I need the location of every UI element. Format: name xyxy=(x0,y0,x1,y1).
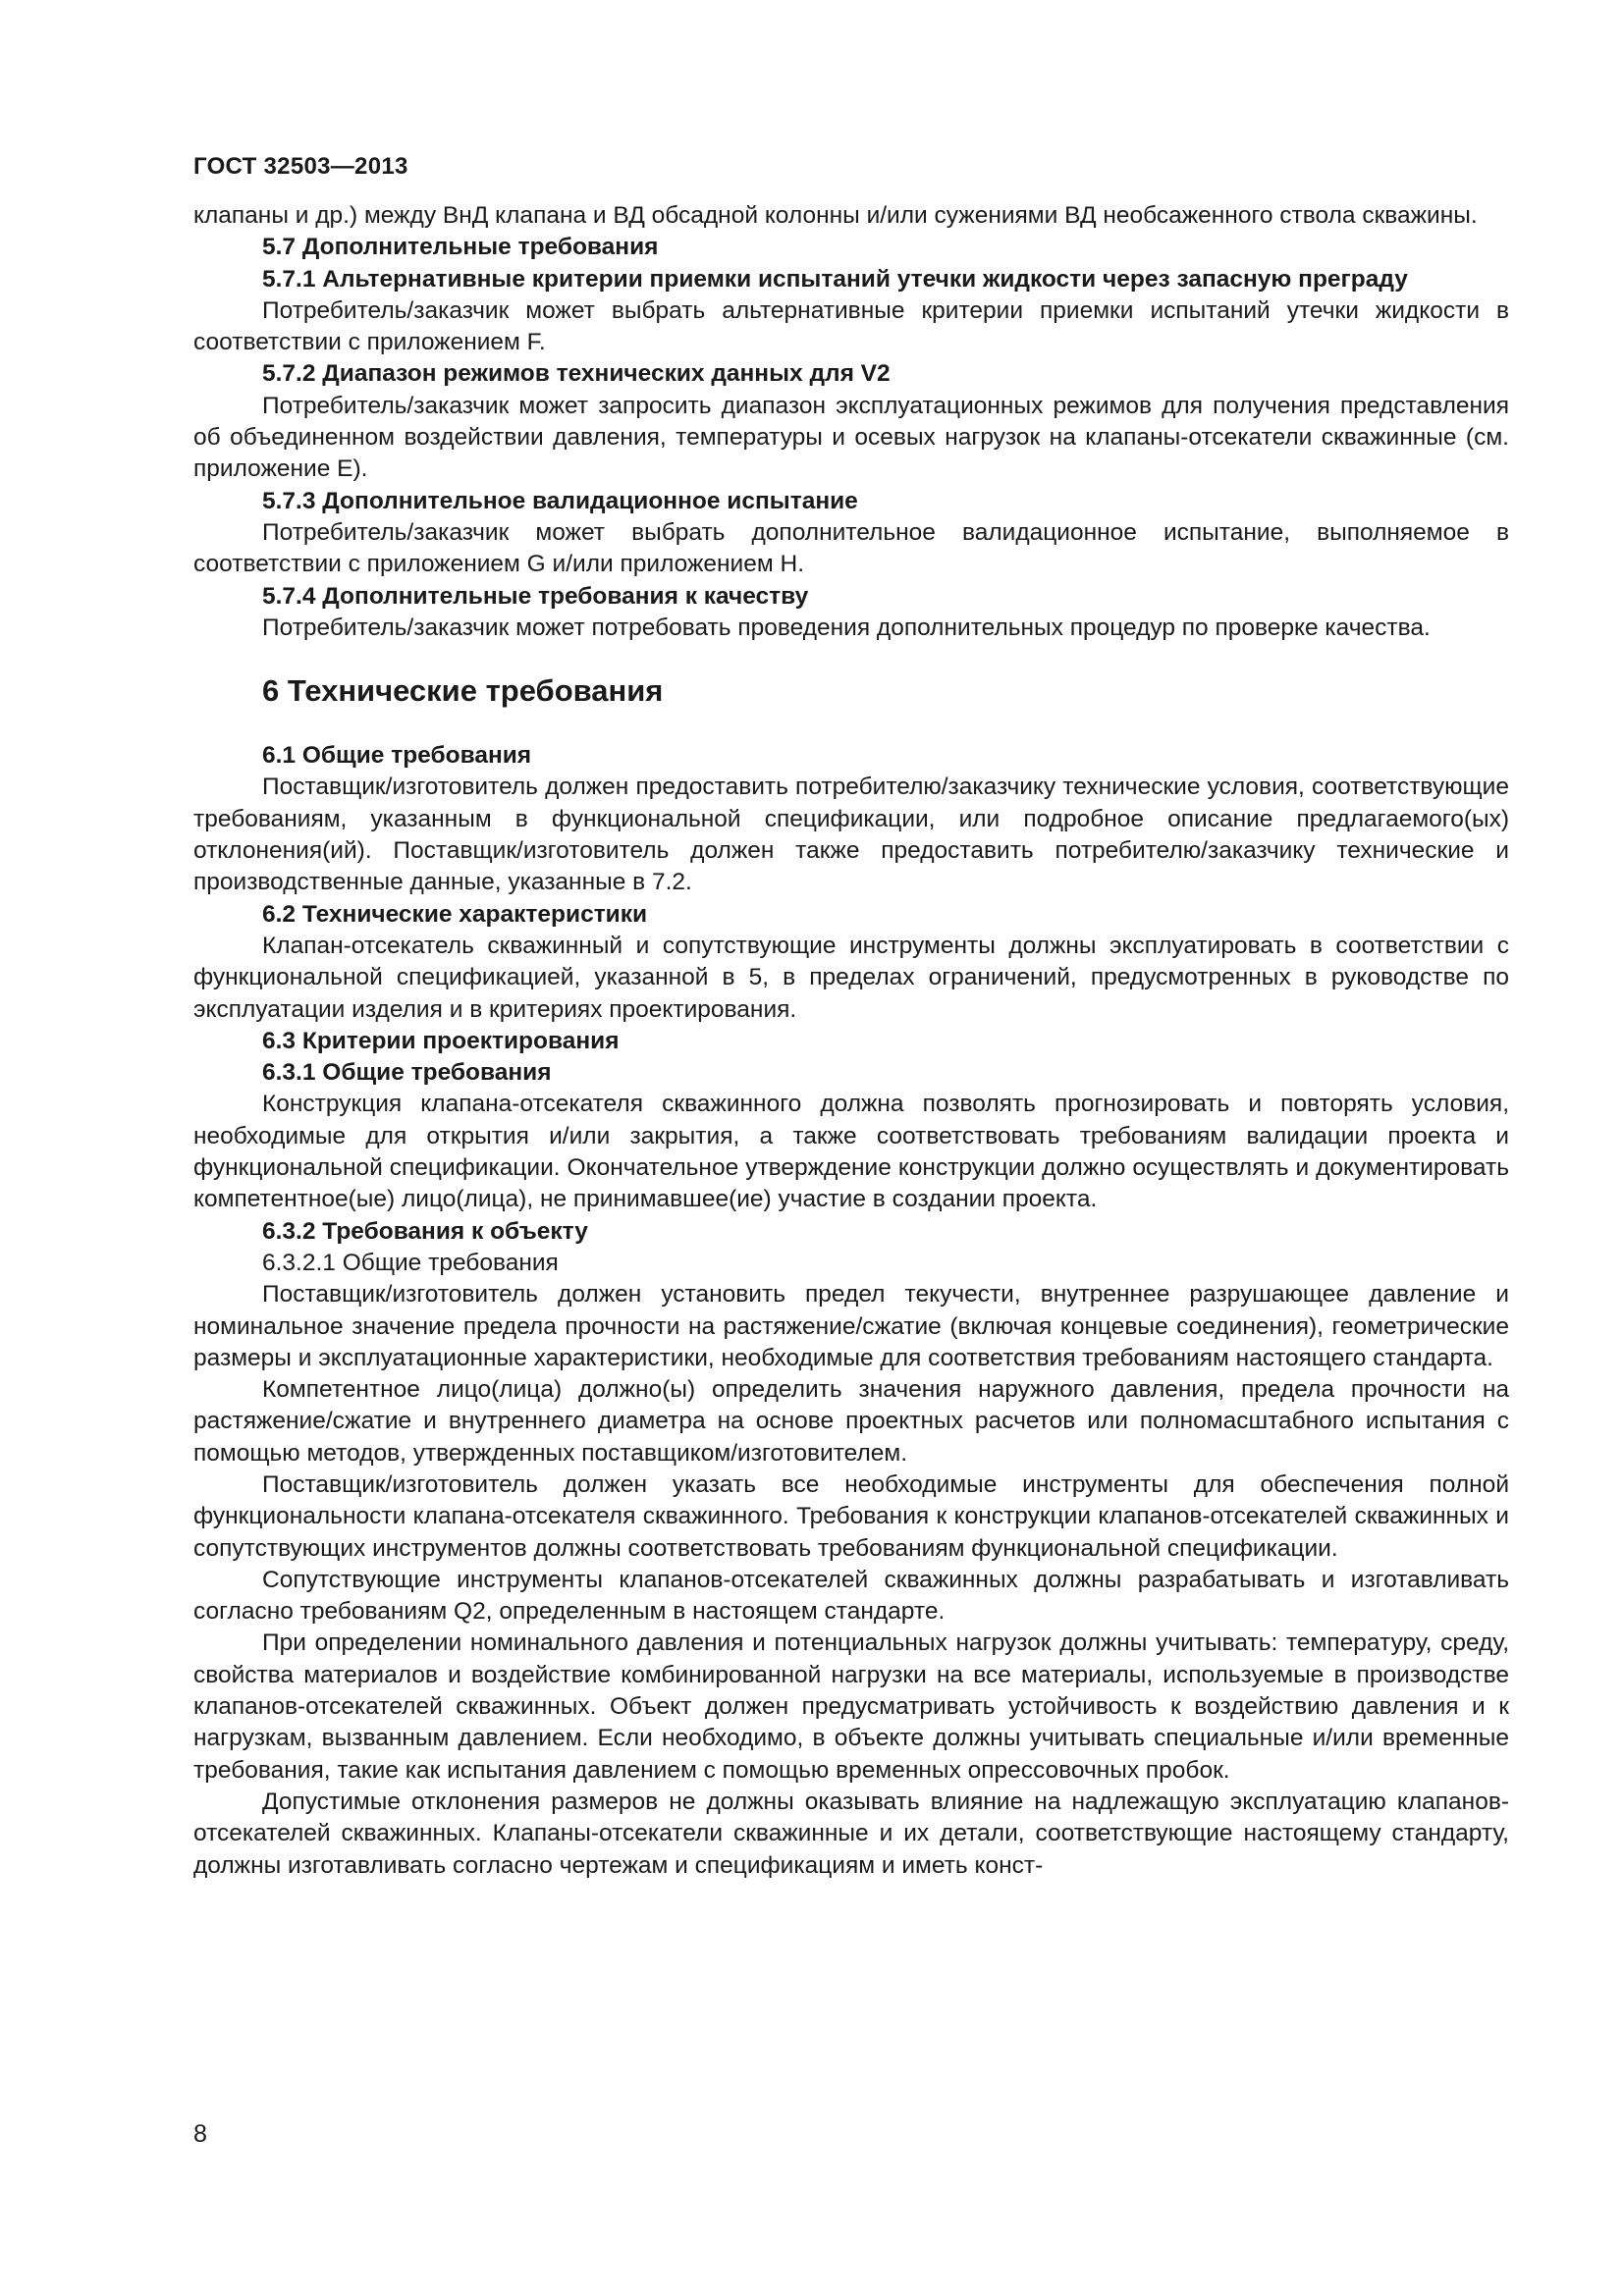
section-heading: 5.7.2 Диапазон режимов технических данных для V2 xyxy=(262,360,891,388)
chapter-heading: 6 Технические требования xyxy=(262,673,664,709)
page-number: 8 xyxy=(193,2120,207,2148)
paragraph: Потребитель/заказчик может запросить диапазон эксплуатационных режимов для получения представления об объединенном воздействии давления, температуры и осевых нагрузок на клапаны-отсекатели скважинные (см. приложение Е). xyxy=(193,392,1509,483)
paragraph: Сопутствующие инструменты клапанов-отсекателей скважинных должны разрабатывать и изготавливать согласно требованиям Q2, определенным в настоящем стандарте. xyxy=(193,1566,1509,1626)
subsection-heading: 6.3.2.1 Общие требования xyxy=(262,1249,559,1276)
paragraph: При определении номинального давления и потенциальных нагрузок должны учитывать: температуру, среду, свойства материалов и воздействие комбинированной нагрузки на все материалы, используемые в производстве клапанов-отсекателей скважинных. Объект должен предусматривать устойчивость к воздействию давления и к нагрузкам, вызванным давлением. Если необходимо, в объекте должны учитывать специальные и/или временные требования, такие как испытания давлением с помощью временных опрессовочных пробок. xyxy=(193,1629,1509,1784)
section-heading: 6.3.2 Требования к объекту xyxy=(262,1217,588,1245)
section-heading: 5.7.1 Альтернативные критерии приемки испытаний утечки жидкости через запасную преграду xyxy=(262,265,1408,293)
section-heading: 5.7.4 Дополнительные требования к качеству xyxy=(262,582,809,610)
section-heading: 5.7.3 Дополнительное валидационное испытание xyxy=(262,487,858,514)
paragraph: Потребитель/заказчик может выбрать альтернативные критерии приемки испытаний утечки жидкости в соответствии с приложением F. xyxy=(193,296,1509,356)
paragraph: клапаны и др.) между ВнД клапана и ВД обсадной колонны и/или сужениями ВД необсаженного ствола скважины. xyxy=(193,202,1478,229)
paragraph: Поставщик/изготовитель должен предоставить потребителю/заказчику технические условия, соответствующие требованиям, указанным в функциональной спецификации, или подробное описание предлагаемого(ых) отклонения(ий). Поставщик/изготовитель должен также предоставить потребителю/заказчику технические и производственные данные, указанные в 7.2. xyxy=(193,774,1509,896)
paragraph: Конструкция клапана-отсекателя скважинного должна позволять прогнозировать и повторять условия, необходимые для открытия и/или закрытия, а также соответствовать требованиям валидации проекта и функциональной спецификации. Окончательное утверждение конструкции должно осуществлять и документировать компетентное(ые) лицо(лица), не принимавшее(ие) участие в создании проекта. xyxy=(193,1091,1509,1213)
section-heading: 6.2 Технические характеристики xyxy=(262,900,648,928)
paragraph: Компетентное лицо(лица) должно(ы) определить значения наружного давления, предела прочности на растяжение/сжатие и внутреннего диаметра на основе проектных расчетов или полномасштабного испытания с помощью методов, утвержденных поставщиком/изготовителем. xyxy=(193,1376,1509,1467)
paragraph: Потребитель/заказчик может потребовать проведения дополнительных процедур по проверке качества. xyxy=(262,614,1431,641)
paragraph: Потребитель/заказчик может выбрать дополнительное валидационное испытание, выполняемое в соответствии с приложением G и/или приложением H. xyxy=(193,518,1509,578)
document-header: ГОСТ 32503—2013 xyxy=(193,153,408,180)
document-body xyxy=(193,200,1509,1882)
paragraph: Клапан-отсекатель скважинный и сопутствующие инструменты должны эксплуатировать в соответствии с функциональной спецификацией, указанной в 5, в пределах ограничений, предусмотренных в руководстве по эксплуатации изделия и в критериях проектирования. xyxy=(193,932,1509,1023)
section-heading: 6.3.1 Общие требования xyxy=(262,1059,552,1087)
section-heading: 5.7 Дополнительные требования xyxy=(262,234,659,261)
paragraph: Поставщик/изготовитель должен указать все необходимые инструменты для обеспечения полной функциональности клапана-отсекателя скважинного. Требования к конструкции клапанов-отсекателей скважинных и сопутствующих инструментов должны соответствовать требованиям функциональной спецификации. xyxy=(193,1470,1509,1562)
paragraph: Допустимые отклонения размеров не должны оказывать влияние на надлежащую эксплуатацию клапанов-отсекателей скважинных. Клапаны-отсекатели скважинные и их детали, соответствующие настоящему стандарту, должны изготавливать согласно чертежам и спецификациям и иметь конст- xyxy=(193,1788,1509,1879)
section-heading: 6.3 Критерии проектирования xyxy=(262,1027,620,1054)
paragraph: Поставщик/изготовитель должен установить предел текучести, внутреннее разрушающее давление и номинальное значение предела прочности на растяжение/сжатие (включая концевые соединения), геометрические размеры и эксплуатационные характеристики, необходимые для соответствия требованиям настоящего стандарта. xyxy=(193,1281,1509,1371)
section-heading: 6.1 Общие требования xyxy=(262,742,532,770)
